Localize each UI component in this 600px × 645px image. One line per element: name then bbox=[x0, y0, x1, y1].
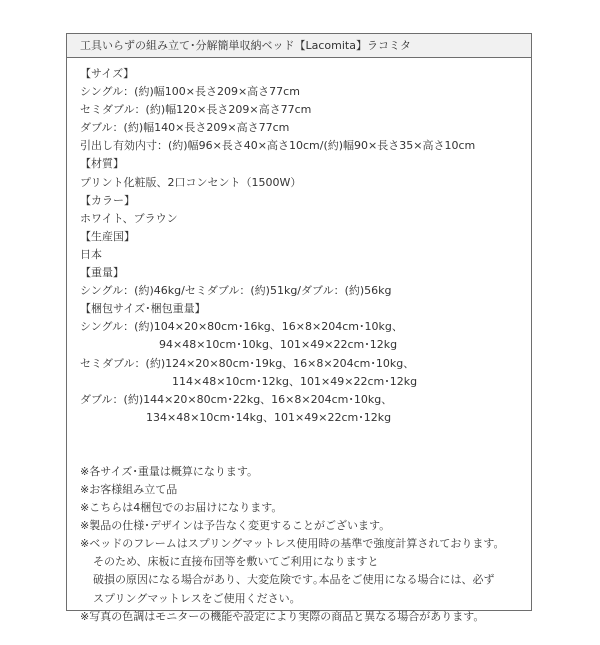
package-single-line1: シングル：(約)104×20×80cm･16kg、16×8×204cm･10kg、 bbox=[80, 320, 403, 334]
size-heading: 【サイズ】 bbox=[80, 67, 135, 80]
note-color-tone: ※写真の色調はモニターの機能や設定により実際の商品と異なる場合があります。 bbox=[80, 609, 485, 623]
weight-value: シングル：(約)46kg/セミダブル：(約)51kg/ダブル：(約)56kg bbox=[80, 284, 392, 298]
note-frame-line1: ※ベッドのフレームはスプリングマットレス使用時の基準で強度計算されております。 bbox=[80, 537, 505, 551]
note-frame-line2: そのため、床板に直接布団等を敷いてご利用になりますと bbox=[93, 555, 379, 569]
package-double-line1: ダブル：(約)144×20×80cm･22kg、16×8×204cm･10kg、 bbox=[80, 392, 393, 406]
material-heading: 【材質】 bbox=[80, 157, 124, 171]
package-heading: 【梱包サイズ･梱包重量】 bbox=[80, 302, 206, 316]
note-frame-line3: 破損の原因になる場合があり、大変危険です｡本品をご使用になる場合には、必ず bbox=[93, 573, 495, 587]
spec-header-title: 工具いらずの組み立て･分解簡単収納ベッド【Lacomita】ラコミタ bbox=[67, 34, 531, 58]
spec-body bbox=[80, 65, 527, 626]
package-semidouble-line1: セミダブル：(約)124×20×80cm･19kg、16×8×204cm･10kg、 bbox=[80, 356, 415, 370]
note-packages: ※こちらは4梱包でのお届けになります。 bbox=[80, 501, 283, 515]
weight-heading: 【重量】 bbox=[80, 266, 124, 280]
section-spacer bbox=[80, 427, 527, 463]
package-semidouble-line2: 114×48×10cm･12kg、101×49×22cm･12kg bbox=[172, 374, 418, 388]
size-semidouble: セミダブル：(約)幅120×長さ209×高さ77cm bbox=[80, 103, 312, 117]
color-heading: 【カラー】 bbox=[80, 193, 135, 207]
origin-value: 日本 bbox=[80, 247, 102, 261]
spec-box bbox=[66, 33, 532, 623]
size-single: シングル：(約)幅100×長さ209×高さ77cm bbox=[80, 85, 300, 99]
note-frame-line4: スプリングマットレスをご使用ください。 bbox=[93, 591, 301, 605]
origin-heading: 【生産国】 bbox=[80, 229, 135, 243]
package-single-line2: 94×48×10cm･10kg、101×49×22cm･12kg bbox=[159, 338, 398, 352]
material-value: プリント化粧版、2口コンセント（1500W） bbox=[80, 175, 302, 189]
note-spec-change: ※製品の仕様･デザインは予告なく変更することがございます。 bbox=[80, 519, 391, 533]
note-assembly: ※お客様組み立て品 bbox=[80, 482, 178, 496]
size-double: ダブル：(約)幅140×長さ209×高さ77cm bbox=[80, 121, 290, 135]
package-double-line2: 134×48×10cm･14kg、101×49×22cm･12kg bbox=[146, 410, 392, 424]
size-drawer: 引出し有効内寸：(約)幅96×長さ40×高さ10cm/(約)幅90×長さ35×高さ10cm bbox=[80, 139, 476, 153]
color-value: ホワイト、ブラウン bbox=[80, 211, 178, 225]
note-approximate: ※各サイズ･重量は概算になります。 bbox=[80, 464, 258, 478]
